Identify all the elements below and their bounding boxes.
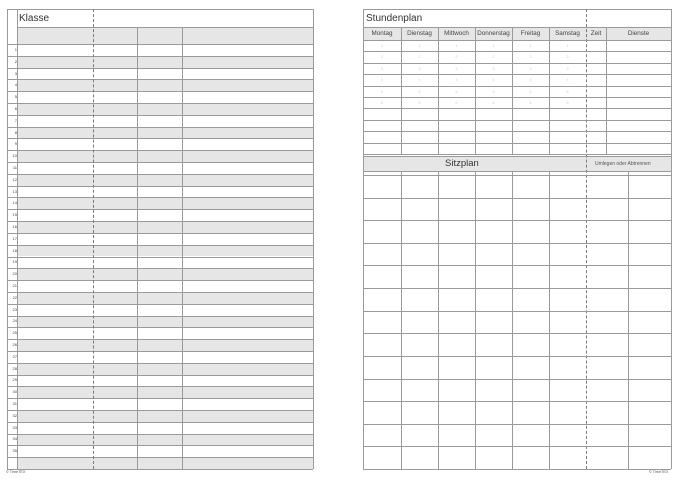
row-line: [7, 280, 313, 281]
left-copyright: © TimeTEX: [6, 470, 26, 474]
row-number: 5: [14, 94, 17, 100]
days-header-bottom: [363, 40, 671, 41]
day-header: Montag: [371, 30, 393, 37]
sitzplan-header-bottom: [363, 171, 671, 172]
row-number: 35: [12, 448, 17, 454]
period-number: 3: [380, 65, 384, 71]
period-number: 6: [455, 100, 458, 105]
row-shade: [17, 292, 313, 304]
seat-row-line: [363, 333, 671, 334]
period-number: 1: [380, 43, 384, 48]
period-number: 6: [418, 100, 421, 105]
row-shade: [17, 127, 313, 139]
seat-row-line: [363, 243, 671, 244]
row-number: 11: [12, 164, 17, 170]
row-line: [7, 103, 313, 104]
fold-line: [93, 9, 94, 469]
row-shade: [17, 268, 313, 280]
row-line: [7, 162, 313, 163]
timetable-grid: [340, 0, 679, 480]
row-number: 25: [12, 330, 17, 336]
row-line: [7, 150, 313, 151]
period-number: 2: [566, 54, 569, 60]
period-number: 4: [380, 77, 384, 83]
row-shade: [17, 457, 313, 469]
period-number: 5: [418, 88, 421, 94]
row-number: 16: [12, 223, 17, 229]
period-number: 2: [455, 54, 458, 60]
sitzplan-note: Umlegen oder Abtrennen: [595, 161, 651, 167]
row-number: 32: [12, 412, 17, 418]
row-line: [7, 445, 313, 446]
period-number: 5: [380, 88, 384, 94]
period-number: 4: [455, 77, 458, 83]
row-number: 13: [12, 188, 17, 194]
row-shade: [17, 174, 313, 186]
row-line: [7, 79, 313, 80]
row-line: [7, 68, 313, 69]
period-number: 3: [529, 65, 532, 71]
row-number: 34: [12, 436, 17, 442]
row-number: 26: [12, 342, 17, 348]
day-header: Freitag: [520, 30, 541, 37]
period-row-line: [363, 131, 671, 132]
period-row-line: [363, 51, 671, 52]
row-number: 8: [14, 129, 17, 135]
period-row-line: [363, 97, 671, 98]
row-line: [7, 363, 313, 364]
row-line: [7, 257, 313, 258]
row-line: [7, 339, 313, 340]
row-shade: [17, 221, 313, 233]
row-line: [7, 221, 313, 222]
right-copyright: © TimeTEX: [649, 470, 669, 474]
row-line: [7, 233, 313, 234]
row-number: 20: [12, 271, 17, 277]
period-number: 1: [492, 43, 495, 48]
row-number: 28: [12, 365, 17, 371]
row-shade: [17, 316, 313, 328]
row-shade: [17, 386, 313, 398]
row-shade: [17, 410, 313, 422]
row-line: [7, 209, 313, 210]
row-shade: [17, 197, 313, 209]
row-number: 12: [12, 176, 17, 182]
sitzplan-title: Sitzplan: [445, 158, 479, 169]
frame-bottom: [363, 469, 671, 470]
frame-top: [7, 9, 313, 10]
row-line: [7, 268, 313, 269]
period-number: 2: [529, 54, 532, 60]
period-row-line: [363, 74, 671, 75]
period-row-line: [363, 63, 671, 64]
row-number: 29: [12, 377, 17, 383]
row-number: 15: [12, 212, 17, 218]
frame-right: [313, 9, 314, 469]
row-shade: [17, 363, 313, 375]
period-number: 4: [418, 77, 421, 83]
row-number: 6: [14, 105, 17, 111]
row-shade: [17, 339, 313, 351]
period-number: 3: [566, 65, 569, 71]
period-number: 2: [380, 54, 384, 60]
row-shade: [17, 56, 313, 68]
row-number: 14: [12, 200, 17, 206]
row-line: [7, 422, 313, 423]
period-row-line: [363, 154, 671, 155]
seat-row-line: [363, 198, 671, 199]
seat-row-line: [363, 175, 671, 176]
row-line: [7, 186, 313, 187]
row-shade: [17, 103, 313, 115]
seat-row-line: [363, 424, 671, 425]
row-line: [7, 115, 313, 116]
row-shade: [17, 79, 313, 91]
period-number: 5: [529, 88, 532, 94]
seat-row-line: [363, 379, 671, 380]
row-line: [7, 386, 313, 387]
row-shade: [17, 150, 313, 162]
row-number: 19: [12, 259, 17, 265]
header-line: [17, 27, 313, 28]
period-number: 6: [380, 100, 384, 105]
period-row-line: [363, 86, 671, 87]
number-column-line: [17, 9, 18, 469]
period-row-line: [363, 108, 671, 109]
class-title: Klasse: [19, 13, 50, 24]
period-number: 3: [492, 65, 495, 71]
period-number: 1: [455, 43, 458, 48]
day-header: Dienstag: [407, 30, 432, 37]
seat-row-line: [363, 356, 671, 357]
row-line: [7, 304, 313, 305]
row-line: [7, 398, 313, 399]
row-number: 27: [12, 353, 17, 359]
row-number: 3: [14, 70, 17, 76]
seat-row-line: [363, 220, 671, 221]
period-number: 5: [455, 88, 458, 94]
row-shade: [17, 245, 313, 257]
timetable-title: Stundenplan: [366, 13, 423, 24]
frame-right: [671, 9, 672, 469]
period-row-line: [363, 143, 671, 144]
seat-row-line: [363, 288, 671, 289]
row-number: 2: [14, 58, 17, 64]
row-line: [7, 316, 313, 317]
row-number: 22: [12, 294, 17, 300]
period-number: 4: [529, 77, 532, 83]
row-number: 30: [12, 389, 17, 395]
row-number: 18: [12, 247, 17, 253]
day-header: Mittwoch: [444, 30, 469, 37]
row-line: [7, 138, 313, 139]
row-line: [7, 56, 313, 57]
row-number: 23: [12, 306, 17, 312]
row-number: 21: [12, 283, 17, 288]
row-line: [7, 292, 313, 293]
row-number: 7: [14, 117, 17, 123]
period-number: 1: [529, 43, 532, 48]
period-number: 6: [566, 100, 569, 105]
period-number: 3: [455, 65, 458, 71]
row-number: 1: [14, 46, 17, 52]
row-number: 33: [12, 424, 17, 430]
row-number: 10: [12, 153, 17, 159]
row-line: [7, 327, 313, 328]
period-number: 1: [418, 43, 421, 48]
sitzplan-header-top: [363, 156, 671, 157]
period-number: 6: [492, 100, 495, 105]
period-number: 2: [492, 54, 495, 60]
days-header-top: [363, 27, 671, 28]
dienste-header: Dienste: [627, 30, 650, 37]
row-line: [7, 457, 313, 458]
telefon-column-line: [137, 27, 138, 469]
fold-line: [586, 9, 587, 469]
seat-row-line: [363, 311, 671, 312]
zeit-header: Zeit: [590, 30, 602, 37]
period-number: 3: [418, 65, 421, 71]
row-shade: [17, 434, 313, 446]
period-number: 5: [492, 88, 495, 94]
period-row-line: [363, 120, 671, 121]
header-bottom-line: [7, 44, 313, 45]
row-number: 9: [14, 141, 17, 147]
row-number: 24: [12, 318, 17, 324]
row-line: [7, 91, 313, 92]
row-number: 4: [14, 82, 17, 88]
seat-row-line: [363, 265, 671, 266]
row-line: [7, 351, 313, 352]
frame-top: [363, 9, 671, 10]
period-number: 2: [418, 54, 421, 60]
row-line: [7, 410, 313, 411]
frame-bottom: [7, 469, 313, 470]
period-number: 5: [566, 88, 569, 94]
period-number: 1: [566, 43, 569, 48]
row-line: [7, 375, 313, 376]
row-number: 17: [12, 235, 17, 241]
row-number: 31: [12, 401, 17, 407]
row-line: [7, 434, 313, 435]
period-number: 4: [492, 77, 495, 83]
row-line: [7, 245, 313, 246]
seat-row-line: [363, 401, 671, 402]
day-header: Samstag: [555, 30, 580, 37]
period-number: 6: [529, 100, 532, 105]
day-header: Donnerstag: [477, 30, 510, 37]
row-line: [7, 197, 313, 198]
seat-row-line: [363, 446, 671, 447]
period-number: 4: [566, 77, 569, 83]
row-line: [7, 174, 313, 175]
timetable-sheet: [340, 0, 679, 480]
row-line: [7, 127, 313, 128]
zeit-column-line: [606, 27, 607, 154]
header-shade: [17, 27, 313, 44]
notes-column-line: [182, 27, 183, 469]
